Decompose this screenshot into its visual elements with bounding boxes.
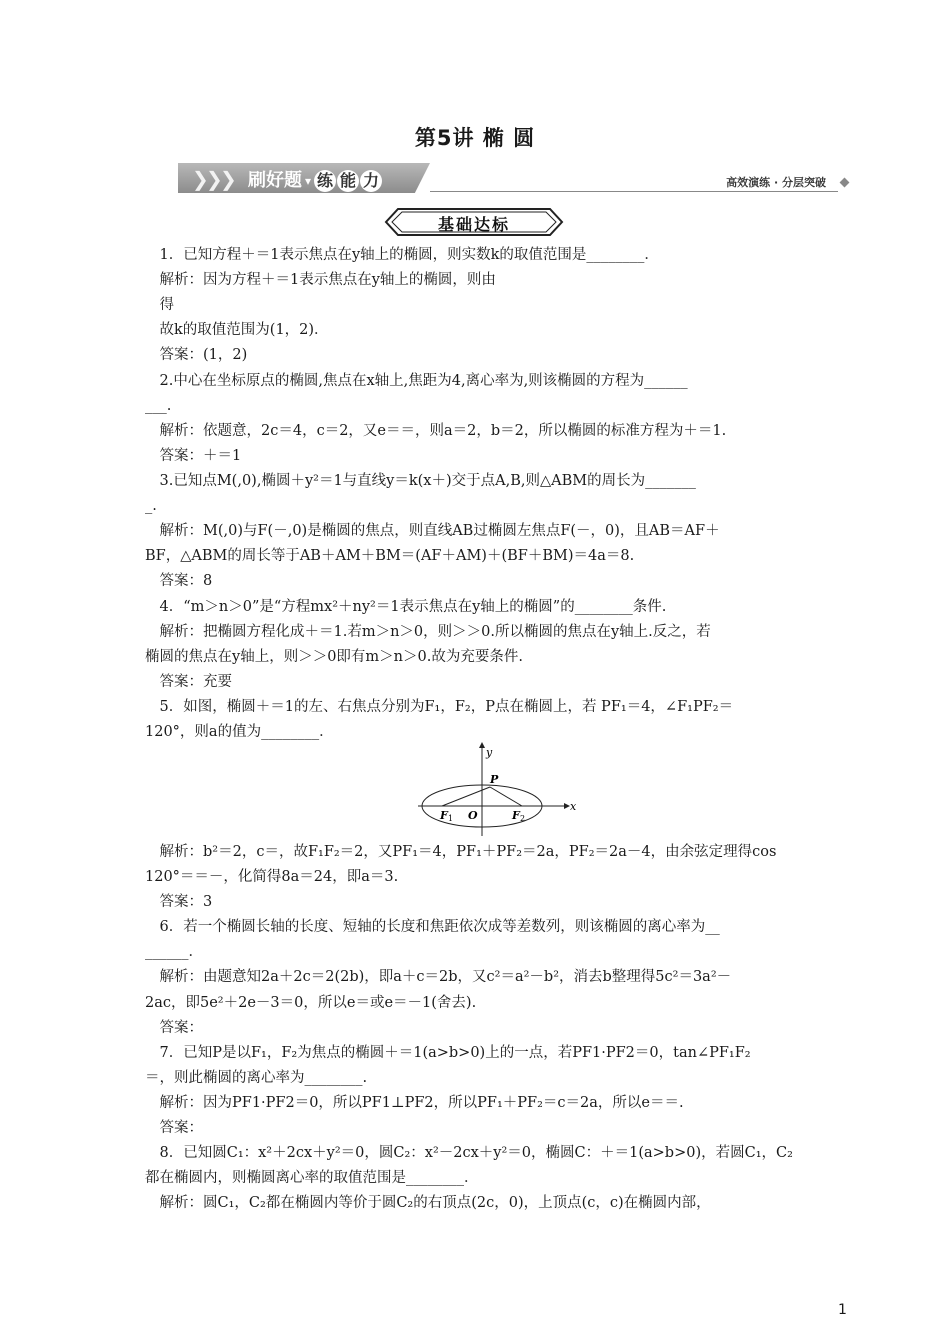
banner-char: 力	[360, 170, 382, 192]
text-line: 故k的取值范围为(1，2)．	[145, 322, 329, 338]
text-line: 答案：	[145, 1120, 203, 1136]
text-line: 5．如图，椭圆＋＝1的左、右焦点分别为F₁，F₂，P点在椭圆上，若 PF₁＝4，∠F₁PF₂＝	[145, 699, 734, 715]
x-axis-label: x	[570, 800, 577, 813]
text-line: 解析：由题意知2a＋2c＝2(2b)，即a＋c＝2b，又c²＝a²－b²，消去b整理得5c²＝3a²－	[145, 969, 732, 985]
text-line: 答案：＋＝1	[145, 448, 242, 464]
text-line: 答案：(1，2)	[145, 347, 248, 363]
page-number: 1	[838, 1302, 847, 1318]
chevron-right-icon: ❯	[206, 167, 223, 191]
text-line: 解析：依题意，2c＝4，c＝2，又e＝＝，则a＝2，b＝2，所以椭圆的标准方程为＋＝1.	[145, 423, 727, 439]
banner-char: 能	[337, 170, 359, 192]
text-line: BF，△ABM的周长等于AB＋AM＋BM＝(AF＋AM)＋(BF＋BM)＝4a＝8.	[145, 548, 635, 564]
text-line: ___.	[145, 398, 172, 414]
text-line: 答案：8	[145, 573, 213, 589]
text-line: ______．	[145, 944, 203, 960]
focus-f2-sub: 2	[520, 814, 526, 823]
text-line: 2ac，即5e²＋2e－3＝0，所以e＝或e＝－1(舍去).	[145, 995, 477, 1011]
section-label: 基础达标	[437, 215, 510, 234]
text-line: 椭圆的焦点在y轴上，则＞＞0即有m＞n＞0.故为充要条件.	[145, 649, 523, 665]
text-line: 1．已知方程＋＝1表示焦点在y轴上的椭圆，则实数k的取值范围是________．	[145, 247, 659, 263]
focus-f1-label: F	[440, 809, 448, 822]
section-heading	[384, 207, 564, 237]
text-line: 3.已知点M(,0),椭圆＋y²＝1与直线y＝k(x＋)交于点A,B,则△ABM的周长为_______	[145, 473, 696, 489]
text-line: _.	[145, 498, 157, 514]
text-line: 解析：把椭圆方程化成＋＝1.若m＞n＞0，则＞＞0.所以椭圆的焦点在y轴上.反之，若	[145, 624, 711, 640]
diamond-icon	[840, 178, 850, 188]
ellipse-figure	[412, 740, 582, 844]
banner-label-a: 刷好题	[248, 170, 302, 191]
text-line: 得	[145, 297, 174, 313]
text-line: 解析：圆C₁，C₂都在椭圆内等价于圆C₂的右顶点(2c，0)，上顶点(c，c)在椭圆内部，	[145, 1195, 711, 1211]
text-line: 解析：M(,0)与F(－,0)是椭圆的焦点，则直线AB过椭圆左焦点F(－，0)，且AB＝AF＋	[145, 523, 720, 539]
text-line: 120°，则a的值为________．	[145, 724, 334, 740]
text-line: 7．已知P是以F₁，F₂为焦点的椭圆＋＝1(a>b>0)上的一点，若PF1·PF2＝0，tan∠PF₁F₂	[145, 1045, 751, 1061]
text-line: 2.中心在坐标原点的椭圆,焦点在x轴上,焦距为4,离心率为,则该椭圆的方程为______	[145, 373, 688, 389]
text-line: 120°＝＝－，化简得8a＝24，即a＝3.	[145, 869, 399, 885]
text-line: 6．若一个椭圆长轴的长度、短轴的长度和焦距依次成等差数列，则该椭圆的离心率为__	[145, 919, 720, 935]
text-line: 都在椭圆内，则椭圆离心率的取值范围是________．	[145, 1170, 479, 1186]
chevron-right-icon: ❯	[192, 167, 209, 191]
text-line: 答案：3	[145, 894, 213, 910]
text-line: 解析：因为PF1·PF2＝0，所以PF1⊥PF2，所以PF₁＋PF₂＝c＝2a，所以e＝＝.	[145, 1095, 684, 1111]
text-line: 解析：b²＝2，c＝，故F₁F₂＝2，又PF₁＝4，PF₁＋PF₂＝2a，PF₂＝2a－4，由余弦定理得cos	[145, 844, 777, 860]
banner-rule	[430, 191, 838, 192]
text-line: 8．已知圆C₁：x²＋2cx＋y²＝0，圆C₂：x²－2cx＋y²＝0，椭圆C：＋＝1(a>b>0)，若圆C₁，C₂	[145, 1145, 793, 1161]
y-axis-label: y	[486, 746, 493, 759]
banner-subtitle: 高效演练 · 分层突破	[726, 176, 826, 189]
focus-f2-label: F	[512, 809, 520, 822]
text-line: 解析：因为方程＋＝1表示焦点在y轴上的椭圆，则由	[145, 272, 496, 288]
text-line: 答案：	[145, 1020, 203, 1036]
ellipse-diagram	[412, 740, 582, 840]
page-title: 第5讲 椭 圆	[414, 126, 536, 150]
banner-char: 练	[314, 170, 336, 192]
point-p-label: P	[490, 773, 499, 786]
banner-dot: ▾	[305, 174, 312, 188]
focus-f1-sub: 1	[448, 814, 454, 823]
chevron-right-icon: ❯	[220, 167, 237, 191]
text-line: 答案：充要	[145, 674, 232, 690]
text-line: ＝，则此椭圆的离心率为________.	[145, 1070, 368, 1086]
practice-banner	[178, 163, 850, 193]
origin-label: O	[468, 809, 478, 822]
banner-title	[248, 166, 383, 192]
text-line: 4．“m＞n＞0”是“方程mx²＋ny²＝1表示焦点在y轴上的椭圆”的________条件.	[145, 599, 667, 615]
